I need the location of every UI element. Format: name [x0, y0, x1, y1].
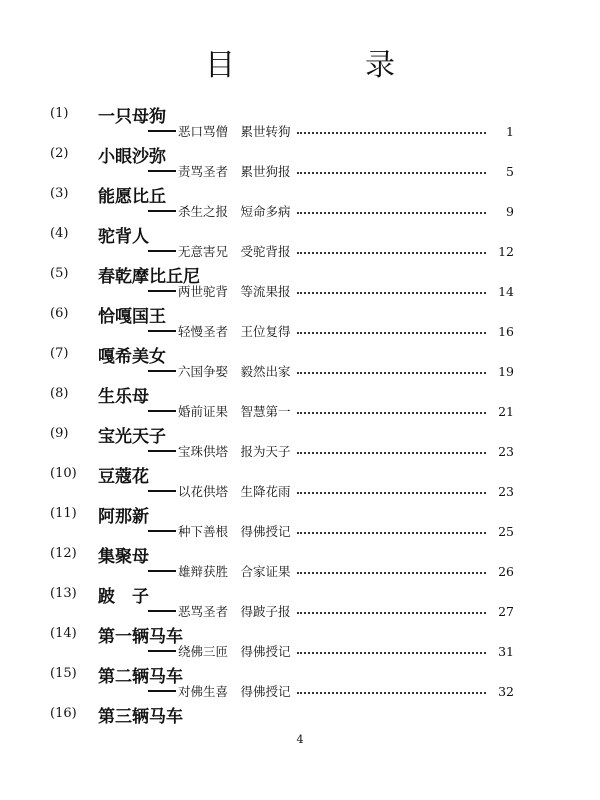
entry-number: (9)	[50, 426, 69, 441]
dot-leader	[297, 332, 486, 334]
entry-page-number: 1	[506, 123, 514, 139]
toc-entry[interactable]	[0, 500, 600, 540]
entry-subtitle-line	[148, 402, 514, 420]
entry-title: 集聚母	[98, 547, 149, 567]
entry-page-number: 21	[498, 403, 514, 419]
em-dash-rule	[148, 450, 176, 452]
em-dash-rule	[148, 410, 176, 412]
em-dash-rule	[148, 570, 176, 572]
em-dash-rule	[148, 490, 176, 492]
entry-title: 宝光天子	[98, 427, 166, 447]
em-dash-rule	[148, 690, 176, 692]
dot-leader	[297, 492, 486, 494]
entry-title: 第三辆马车	[98, 707, 183, 727]
entry-page-number: 26	[498, 563, 514, 579]
entry-page-number: 23	[498, 483, 514, 499]
toc-list	[0, 100, 600, 740]
dot-leader	[297, 252, 486, 254]
entry-subtitle: 婚前证果 智慧第一	[178, 404, 291, 419]
entry-page-number: 5	[506, 163, 514, 179]
entry-subtitle: 六国争娶 毅然出家	[178, 364, 291, 379]
entry-subtitle: 两世驼背 等流果报	[178, 284, 291, 299]
toc-entry[interactable]	[0, 100, 600, 140]
entry-title: 恰嘎国王	[98, 307, 166, 327]
em-dash-rule	[148, 130, 176, 132]
dot-leader	[297, 292, 486, 294]
entry-number: (4)	[50, 226, 69, 241]
dot-leader	[297, 172, 486, 174]
em-dash-rule	[148, 530, 176, 532]
em-dash-rule	[148, 210, 176, 212]
entry-subtitle: 恶骂圣者 得跛子报	[178, 604, 291, 619]
toc-entry[interactable]	[0, 580, 600, 620]
entry-subtitle: 无意害兄 受驼背报	[178, 244, 291, 259]
em-dash-rule	[148, 370, 176, 372]
toc-entry[interactable]	[0, 420, 600, 460]
entry-subtitle-line	[148, 482, 514, 500]
entry-subtitle-line	[148, 362, 514, 380]
entry-subtitle-line	[148, 522, 514, 540]
dot-leader	[297, 652, 486, 654]
entry-title: 生乐母	[98, 387, 149, 407]
entry-number: (14)	[50, 626, 77, 641]
entry-number: (11)	[50, 506, 77, 521]
entry-number: (12)	[50, 546, 77, 561]
entry-number: (6)	[50, 306, 69, 321]
entry-subtitle-line	[148, 602, 514, 620]
entry-page-number: 32	[498, 683, 514, 699]
entry-title: 第二辆马车	[98, 667, 183, 687]
entry-number: (5)	[50, 266, 69, 281]
entry-number: (13)	[50, 586, 77, 601]
toc-entry[interactable]	[0, 300, 600, 340]
em-dash-rule	[148, 170, 176, 172]
entry-subtitle-line	[148, 242, 514, 260]
entry-subtitle: 以花供塔 生降花雨	[178, 484, 291, 499]
page-title: 目 录	[205, 48, 445, 83]
entry-page-number: 31	[498, 643, 514, 659]
entry-title: 嘎希美女	[98, 347, 166, 367]
entry-subtitle-line	[148, 682, 514, 700]
entry-number: (1)	[50, 106, 69, 121]
entry-title: 能愿比丘	[98, 187, 166, 207]
entry-number: (2)	[50, 146, 69, 161]
entry-title: 春乾摩比丘尼	[98, 267, 200, 287]
em-dash-rule	[148, 250, 176, 252]
toc-entry[interactable]	[0, 340, 600, 380]
entry-subtitle: 雄辩获胜 合家证果	[178, 564, 291, 579]
entry-page-number: 19	[498, 363, 514, 379]
dot-leader	[297, 412, 486, 414]
toc-entry[interactable]	[0, 460, 600, 500]
entry-title: 驼背人	[98, 227, 149, 247]
entry-subtitle: 绕佛三匝 得佛授记	[178, 644, 291, 659]
toc-entry[interactable]	[0, 620, 600, 660]
entry-subtitle-line	[148, 202, 514, 220]
entry-subtitle-line	[148, 122, 514, 140]
entry-number: (10)	[50, 466, 77, 481]
entry-page-number: 12	[498, 243, 514, 259]
toc-entry[interactable]	[0, 380, 600, 420]
entry-subtitle-line	[148, 562, 514, 580]
em-dash-rule	[148, 290, 176, 292]
entry-page-number: 27	[498, 603, 514, 619]
entry-title: 一只母狗	[98, 107, 166, 127]
dot-leader	[297, 692, 486, 694]
entry-number: (8)	[50, 386, 69, 401]
entry-title: 阿那新	[98, 507, 149, 527]
entry-subtitle: 杀生之报 短命多病	[178, 204, 291, 219]
dot-leader	[297, 612, 486, 614]
em-dash-rule	[148, 330, 176, 332]
toc-entry[interactable]	[0, 260, 600, 300]
dot-leader	[297, 532, 486, 534]
em-dash-rule	[148, 610, 176, 612]
entry-number: (15)	[50, 666, 77, 681]
toc-entry[interactable]	[0, 660, 600, 700]
entry-number: (3)	[50, 186, 69, 201]
entry-subtitle-line	[148, 282, 514, 300]
dot-leader	[297, 452, 486, 454]
entry-subtitle-line	[148, 162, 514, 180]
entry-title: 豆蔻花	[98, 467, 149, 487]
entry-subtitle: 轻慢圣者 王位复得	[178, 324, 291, 339]
entry-number: (7)	[50, 346, 69, 361]
toc-entry[interactable]	[0, 140, 600, 180]
entry-page-number: 9	[506, 203, 514, 219]
entry-subtitle: 宝珠供塔 报为天子	[178, 444, 291, 459]
entry-title: 第一辆马车	[98, 627, 183, 647]
dot-leader	[297, 572, 486, 574]
entry-page-number: 16	[498, 323, 514, 339]
entry-page-number: 23	[498, 443, 514, 459]
toc-entry[interactable]	[0, 540, 600, 580]
dot-leader	[297, 372, 486, 374]
dot-leader	[297, 132, 486, 134]
entry-subtitle-line	[148, 322, 514, 340]
entry-page-number: 14	[498, 283, 514, 299]
toc-entry[interactable]	[0, 180, 600, 220]
entry-subtitle-line	[148, 442, 514, 460]
entry-subtitle: 种下善根 得佛授记	[178, 524, 291, 539]
toc-entry[interactable]	[0, 220, 600, 260]
dot-leader	[297, 212, 486, 214]
entry-number: (16)	[50, 706, 77, 721]
entry-subtitle: 对佛生喜 得佛授记	[178, 684, 291, 699]
entry-title: 小眼沙弥	[98, 147, 166, 167]
entry-title: 跛 子	[98, 587, 149, 607]
entry-subtitle: 恶口骂僧 累世转狗	[178, 124, 291, 139]
em-dash-rule	[148, 650, 176, 652]
page-number: 4	[296, 733, 304, 746]
entry-subtitle-line	[148, 642, 514, 660]
entry-page-number: 25	[498, 523, 514, 539]
entry-subtitle: 责骂圣者 累世狗报	[178, 164, 291, 179]
